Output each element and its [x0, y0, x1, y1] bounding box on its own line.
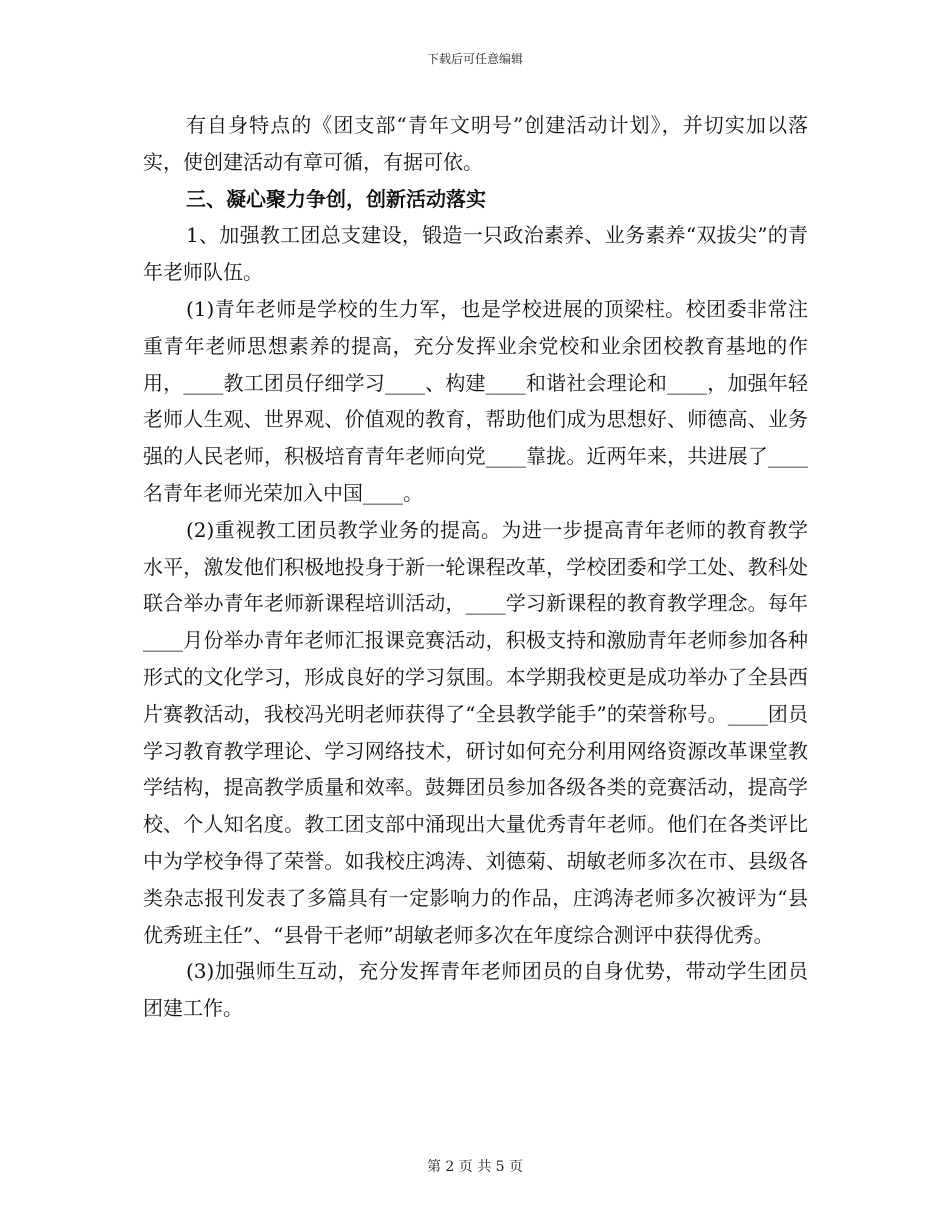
section-heading-3: 三、凝心聚力争创，创新活动落实 — [186, 186, 486, 211]
paragraph-plan-implementation: 有自身特点的《团支部“青年文明号”创建活动计划》，并切实加以落实，使创建活动有章可循，有据可依。 — [143, 113, 808, 174]
paragraph-subitem-3: (3)加强师生互动，充分发挥青年老师团员的自身优势，带动学生团员团建工作。 — [143, 959, 808, 1021]
paragraph-item-1: 1、加强教工团总支建设，锻造一只政治素养、业务素养“双拔尖”的青年老师队伍。 — [143, 223, 808, 285]
document-body — [143, 107, 808, 1027]
paragraph-subitem-2: (2)重视教工团员教学业务的提高。为进一步提高青年老师的教育教学水平，激发他们积极地投身于新一轮课程改革，学校团委和学工处、教科处联合举办青年老师新课程培训活动，____学习新课程的教育教学理念。每年____月份举办青年老师汇报课竞赛活动，积极支持和激励青年老师参加各种形式的文化学习，形成良好的学习氛围。本学期我校更是成功举办了全县西片赛教活动，我校冯光明老师获得了“全县教学能手”的荣誉称号。____团员学习教育教学理论、学习网络技术，研讨如何充分利用网络资源改革课堂教学结构，提高教学质量和效率。鼓舞团员参加各级各类的竞赛活动，提高学校、个人知名度。教工团支部中涌现出大量优秀青年老师。他们在各类评比中为学校争得了荣誉。如我校庄鸿涛、刘德菊、胡敏老师多次在市、县级各类杂志报刊发表了多篇具有一定影响力的作品，庄鸿涛老师多次被评为“县优秀班主任”、“县骨干老师”胡敏老师多次在年度综合测评中获得优秀。 — [143, 517, 808, 947]
paragraph-subitem-1: (1)青年老师是学校的生力军，也是学校进展的顶梁柱。校团委非常注重青年老师思想素养的提高，充分发挥业余党校和业余团校教育基地的作用，____教工团员仔细学习____、构建____和谐社会理论和____，加强年轻老师人生观、世界观、价值观的教育，帮助他们成为思想好、师德高、业务强的人民老师，积极培育青年老师向党____靠拢。近两年来，共进展了____名青年老师光荣加入中国____。 — [143, 296, 808, 505]
page-number-footer: 第 2 页 共 5 页 — [426, 1159, 524, 1175]
page-header: 下载后可任意编辑 — [426, 52, 523, 66]
